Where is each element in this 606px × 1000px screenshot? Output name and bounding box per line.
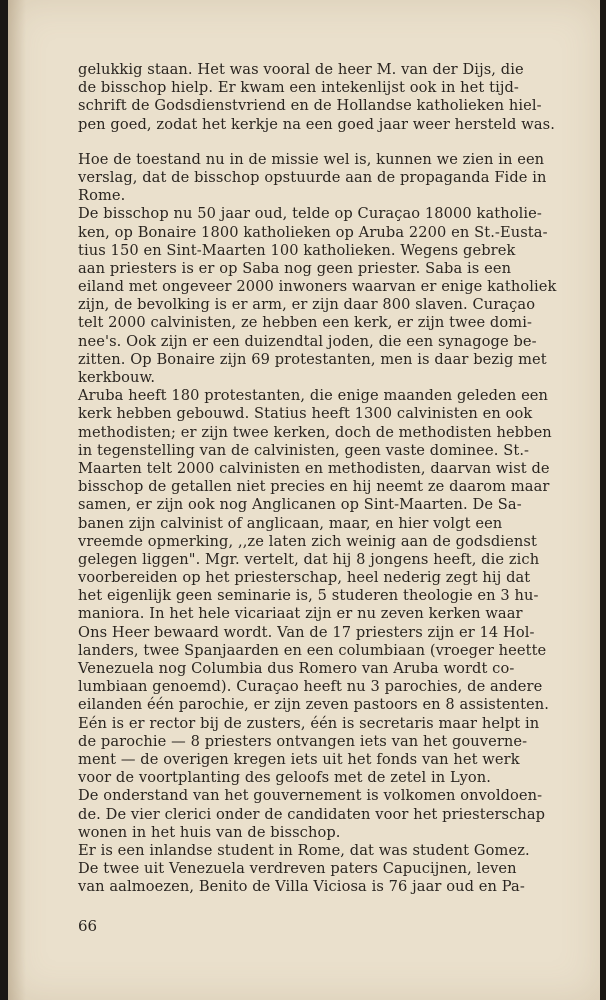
text-line: banen zijn calvinist of anglicaan, maar, en hier volgt een [78, 514, 503, 532]
text-line: ment — de overigen kregen iets uit het fonds van het werk [78, 750, 520, 768]
text-line: Er is een inlandse student in Rome, dat was student Gomez. [78, 841, 530, 859]
text-line: De onderstand van het gouvernement is volkomen onvoldoen- [78, 787, 543, 805]
text-line: zitten. Op Bonaire zijn 69 protestanten, men is daar bezig met [78, 350, 547, 368]
text-line: verslag, dat de bisschop opstuurde aan de propaganda Fide in [78, 168, 547, 186]
text-line: Rome. [78, 187, 126, 205]
text-line: samen, er zijn ook nog Anglicanen op Sint-Maarten. De Sa- [78, 496, 522, 514]
text-line: de parochie — 8 priesters ontvangen iets van het gouverne- [78, 732, 528, 750]
text-line: Venezuela nog Columbia dus Romero van Aruba wordt co- [78, 660, 515, 677]
text-line: in tegenstelling van de calvinisten, geen vaste dominee. St.- [78, 441, 530, 459]
text-line: eiland met ongeveer 2000 inwoners waarvan er enige katholiek [78, 278, 557, 296]
text-line: de. De vier clerici onder de candidaten voor het priesterschap [78, 805, 546, 823]
text-line: landers, twee Spanjaarden en een columbiaan (vroeger heette [78, 641, 547, 659]
text-line: De bisschop nu 50 jaar oud, telde op Curaçao 18000 katholie- [78, 205, 542, 223]
text-line: vreemde opmerking, ,,ze laten zich weinig aan de godsdienst [78, 532, 537, 550]
paragraph-gap [78, 134, 573, 151]
text-line: voorbereiden op het priesterschap, heel nederig zegt hij dat [78, 569, 531, 587]
text-line: gelegen liggen". Mgr. vertelt, dat hij 8 jongens heeft, die zich [78, 550, 540, 568]
text-line: aan priesters is er op Saba nog geen priester. Saba is een [78, 259, 512, 277]
text-line: tius 150 en Sint-Maarten 100 katholieken. Wegens gebrek [78, 241, 516, 259]
text-line: van aalmoezen, Benito de Villa Viciosa is 76 jaar oud en Pa- [78, 878, 525, 896]
text-line: het eigenlijk geen seminarie is, 5 studeren theologie en 3 hu- [78, 587, 539, 605]
text-line: zijn, de bevolking is er arm, er zijn daar 800 slaven. Curaçao [78, 296, 536, 314]
text-line: pen goed, zodat het kerkje na een goed jaar weer hersteld was. [78, 115, 555, 133]
text-line: voor de voortplanting des geloofs met de zetel in Lyon. [78, 769, 492, 787]
text-line: Ons Heer bewaard wordt. Van de 17 priesters zijn er 14 Hol- [78, 623, 535, 641]
book-page [8, 0, 600, 1000]
text-line: Hoe de toestand nu in de missie wel is, kunnen we zien in een [78, 150, 545, 168]
text-line: schrift de Godsdienstvriend en de Hollandse katholieken hiel- [78, 97, 542, 115]
text-line: bisschop de getallen niet precies en hij neemt ze daarom maar [78, 478, 550, 496]
text-line: methodisten; er zijn twee kerken, doch de methodisten hebben [78, 423, 552, 441]
text-line: Eén is er rector bij de zusters, één is secretaris maar helpt in [78, 714, 540, 732]
text-line: wonen in het huis van de bisschop. [78, 823, 341, 841]
text-line: ken, op Bonaire 1800 katholieken op Aruba 2200 en St.-Eusta- [78, 223, 548, 241]
text-line: de bisschop hielp. Er kwam een intekenlijst ook in het tijd- [78, 79, 519, 97]
text-line: telt 2000 calvinisten, ze hebben een kerk, er zijn twee domi- [78, 314, 532, 332]
text-line: maniora. In het hele vicariaat zijn er nu zeven kerken waar [78, 605, 523, 623]
text-line: nee's. Ook zijn er een duizendtal joden, die een synagoge be- [78, 332, 537, 350]
text-line: lumbiaan genoemd). Curaçao heeft nu 3 parochies, de andere [78, 678, 543, 696]
text-line: De twee uit Venezuela verdreven paters Capucijnen, leven [78, 860, 517, 878]
page-number: 66 [78, 917, 98, 935]
page-body-text [78, 61, 573, 896]
text-line: eilanden één parochie, er zijn zeven pastoors en 8 assistenten. [78, 696, 550, 714]
text-line: kerkbouw. [78, 369, 156, 386]
text-line: Aruba heeft 180 protestanten, die enige maanden geleden een [78, 387, 549, 405]
text-line: kerk hebben gebouwd. Statius heeft 1300 calvinisten en ook [78, 405, 533, 423]
text-line: gelukkig staan. Het was vooral de heer M. van der Dijs, die [78, 61, 524, 78]
text-line: Maarten telt 2000 calvinisten en methodisten, daarvan wist de [78, 459, 550, 477]
